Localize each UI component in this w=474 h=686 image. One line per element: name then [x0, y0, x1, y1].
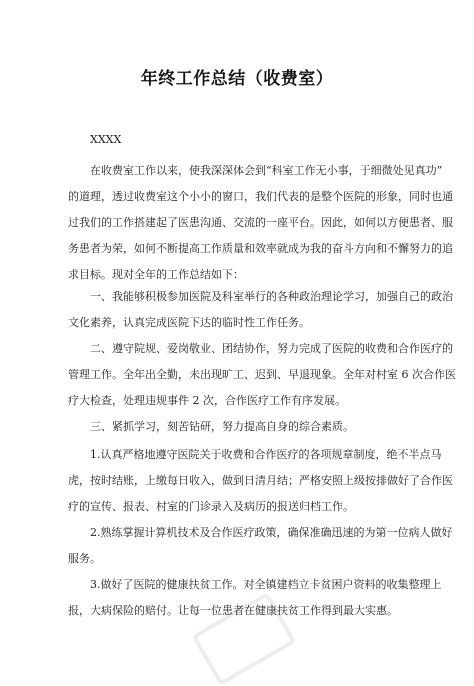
salutation: XXXX [90, 133, 122, 146]
paragraph-item-3 [68, 572, 442, 624]
paragraph-section-3 [90, 414, 395, 440]
paragraph-line: 2.熟练掌握计算机技术及合作医疗政策，确保准确迅速的为第一位病人做好 [90, 526, 453, 539]
paragraph-line: 疗大检查，处理违规事件 2 次，合作医疗工作有序发展。 [68, 394, 346, 407]
paragraph-line: 二、遵守院规、爱岗敬业、团结协作，努力完成了医院的收费和合作医疗的 [90, 342, 453, 355]
paragraph-line: 一、我能够积极参加医院及科室举行的各种政治理论学习，加强自己的政治 [90, 290, 453, 303]
paragraph-line: 文化素养，认真完成医院下达的临时性工作任务。 [68, 316, 310, 329]
paragraph-line: 三、紧抓学习，刻苦钻研，努力提高自身的综合素质。 [90, 420, 354, 433]
paragraph-line: 过我们的工作搭建起了医患沟通、交流的一座平台。因此，如何以方便患者、服 [68, 216, 453, 229]
paragraph-line: 1.认真严格地遵守医院关于收费和合作医疗的各项规章制度，绝不半点马 [90, 448, 442, 461]
paragraph-section-1 [68, 284, 453, 336]
paragraph-line: 虎，按时结账，上缴每日收入，做到日清月结；严格安照上级按排做好了合作医 [68, 474, 453, 487]
paragraph-line: 的道理，透过收费室这个小小的窗口，我们代表的是整个医院的形象，同时也通 [68, 190, 453, 203]
paragraph-line: 在收费室工作以来，使我深深体会到“科室工作无小事，于细微处见真功” [90, 164, 443, 177]
paragraph-item-1 [68, 442, 453, 520]
paragraph-intro [68, 158, 453, 288]
paragraph-line: 管理工作。全年出全勤，未出现旷工、迟到、早退现象。全年对村室 6 次合作医 [68, 368, 456, 381]
document-title: 年终工作总结（收费室） [140, 69, 334, 89]
paragraph-line: 疗的宣传、报表、村室的门诊录入及病历的报送归档工作。 [68, 500, 354, 513]
paragraph-line: 求目标。现对全年的工作总结如下： [68, 268, 244, 281]
paragraph-section-2 [68, 336, 456, 414]
paragraph-line: 报，大病保险的赔付。让每一位患者在健康扶贫工作得到最大实惠。 [68, 604, 398, 617]
paragraph-line: 3.做好了医院的健康扶贫工作。对全镇建档立卡贫困户资料的收集整理上 [90, 578, 442, 591]
paragraph-item-2 [68, 520, 453, 572]
paragraph-line: 服务。 [68, 552, 101, 565]
paragraph-line: 务患者为荣，如何不断提高工作质量和效率就成为我的奋斗方向和不懈努力的追 [68, 242, 453, 255]
